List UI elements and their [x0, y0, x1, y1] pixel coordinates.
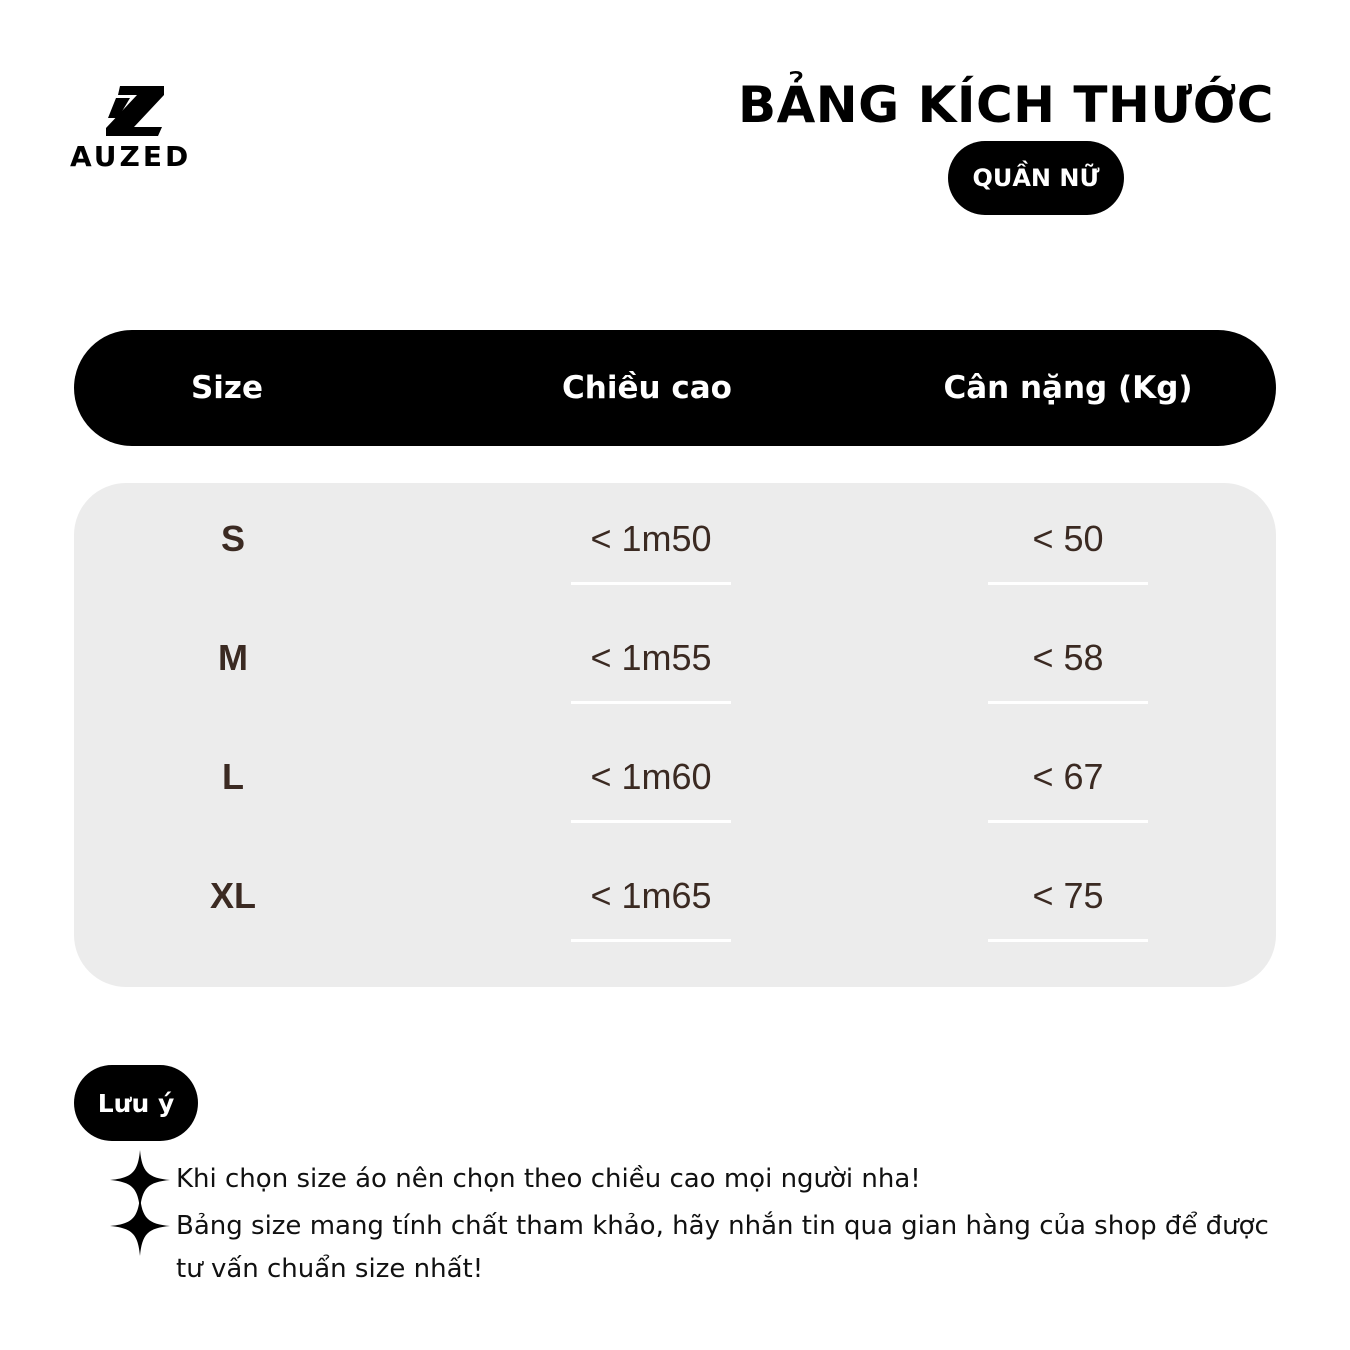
subtitle-badge: QUẦN NỮ — [948, 141, 1124, 215]
height-cell: < 1m60 — [590, 756, 712, 797]
table-header — [74, 330, 1276, 446]
weight-cell: < 50 — [1032, 518, 1104, 559]
table-row — [74, 840, 1276, 959]
brand-logo — [70, 86, 200, 173]
height-cell: < 1m50 — [590, 518, 712, 559]
row-divider — [571, 701, 731, 704]
weight-cell: < 67 — [1032, 756, 1104, 797]
size-cell: S — [220, 518, 246, 559]
size-cell: L — [222, 756, 244, 797]
table-row — [74, 721, 1276, 840]
size-cell: M — [218, 637, 248, 678]
column-header-height: Chiều cao — [562, 370, 732, 406]
height-cell: < 1m55 — [590, 637, 712, 678]
row-divider — [571, 939, 731, 942]
row-divider — [988, 939, 1148, 942]
row-divider — [988, 701, 1148, 704]
sparkle-icon — [110, 1196, 170, 1256]
row-divider — [988, 820, 1148, 823]
table-row — [74, 483, 1276, 602]
size-table-body — [74, 483, 1276, 987]
note-item: Khi chọn size áo nên chọn theo chiều cao mọi người nha! — [176, 1164, 921, 1194]
column-header-weight: Cân nặng (Kg) — [943, 370, 1193, 406]
column-header-size: Size — [190, 370, 264, 406]
weight-cell: < 75 — [1032, 875, 1104, 916]
weight-cell: < 58 — [1032, 637, 1104, 678]
note-badge: Lưu ý — [74, 1065, 198, 1141]
brand-name: AUZED — [70, 140, 192, 173]
table-row — [74, 602, 1276, 721]
note-item: Bảng size mang tính chất tham khảo, hãy nhắn tin qua gian hàng của shop để được tư vấn chuẩn size nhất! — [176, 1211, 1269, 1284]
row-divider — [988, 582, 1148, 585]
page-title: BẢNG KÍCH THƯỚC — [738, 76, 1274, 134]
row-divider — [571, 820, 731, 823]
row-divider — [571, 582, 731, 585]
height-cell: < 1m65 — [590, 875, 712, 916]
logo-mark-icon — [106, 86, 164, 136]
size-cell: XL — [209, 875, 257, 916]
